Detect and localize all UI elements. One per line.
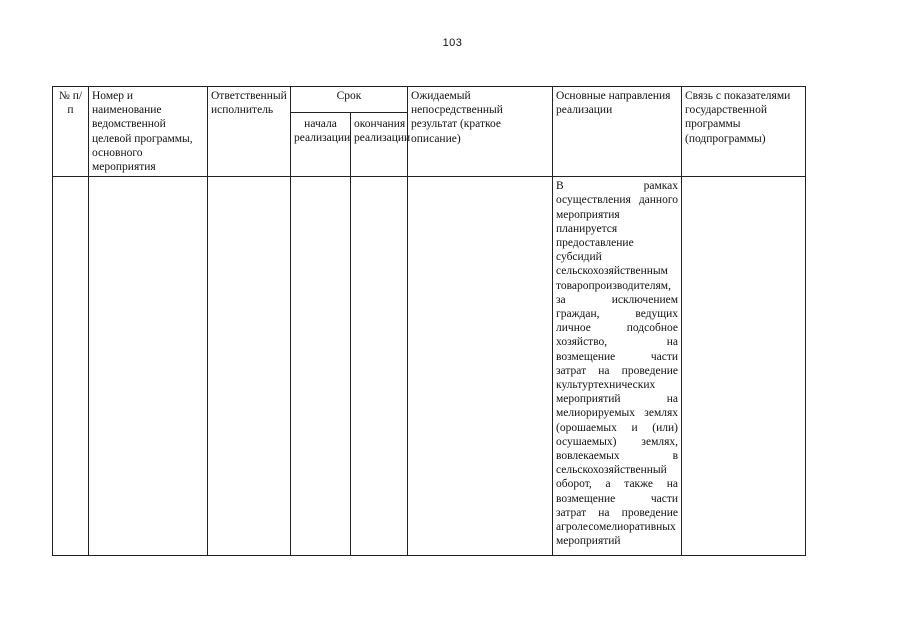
header-link: Связь с показателями государственной программы (подпрограммы): [682, 87, 806, 177]
directions-text: В рамках осуществления данного мероприятия планируется предоставление субсидий сельскохозяйственным товаропроизводителям, за исключением граждан, ведущих личное подсобное хозяйство, на возмещение части затрат на проведение культуртехнических мероприятий на мелиорируемых землях (орошаемых и (или) осушаемых) землях, вовлекаемых в сельскохозяйственный оборот, а также на возмещение части затрат на проведение агролесомелиоративных мероприятий: [556, 180, 679, 548]
header-term: Срок: [291, 87, 408, 113]
header-row: [53, 87, 806, 113]
header-term-end: окончания реализации: [351, 113, 408, 177]
header-executor: Ответственный исполнитель: [208, 87, 291, 177]
program-table: [52, 86, 806, 556]
page-number: 103: [442, 37, 463, 49]
cell-link: [682, 177, 806, 556]
cell-result: [408, 177, 553, 556]
table-row: [53, 177, 806, 556]
header-directions: Основные направления реализации: [553, 87, 682, 177]
cell-term-end: [351, 177, 408, 556]
cell-name: [89, 177, 208, 556]
cell-num: [53, 177, 89, 556]
header-term-start: начала реализации: [291, 113, 351, 177]
cell-term-start: [291, 177, 351, 556]
header-result: Ожидаемый непосредственный результат (краткое описание): [408, 87, 553, 177]
cell-directions: [553, 177, 682, 556]
header-num: № п/п: [53, 87, 89, 177]
cell-executor: [208, 177, 291, 556]
header-name: Номер и наименование ведомственной целевой программы, основного мероприятия: [89, 87, 208, 177]
